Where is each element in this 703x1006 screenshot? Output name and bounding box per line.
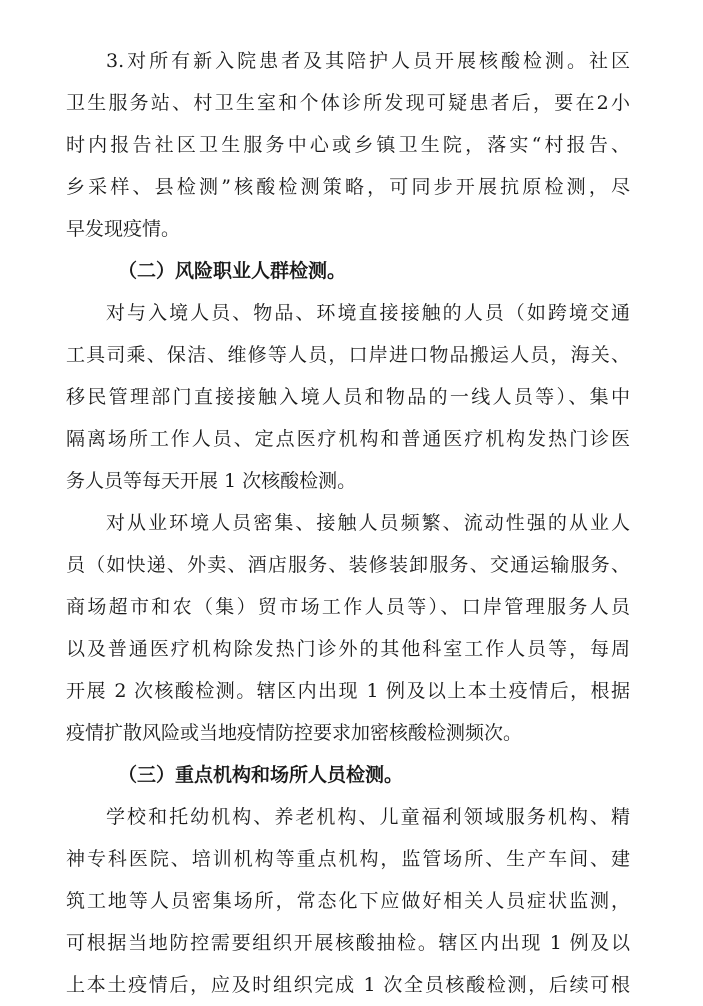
text-line: 上本土疫情后，应及时组织完成 1 次全员核酸检测，后续可根 xyxy=(66,974,630,996)
text-line: 商场超市和农（集）贸市场工作人员等）、口岸管理服务人员 xyxy=(66,596,630,618)
section-heading: （三）重点机构和场所人员检测。 xyxy=(118,764,404,786)
text-line: 移民管理部门直接接触入境人员和物品的一线人员等）、集中 xyxy=(66,386,630,408)
text-line: 以及普通医疗机构除发热门诊外的其他科室工作人员等，每周 xyxy=(66,638,630,660)
text-line: 对与入境人员、物品、环境直接接触的人员（如跨境交通 xyxy=(106,302,630,324)
text-line: 学校和托幼机构、养老机构、儿童福利领域服务机构、精 xyxy=(106,806,630,828)
text-line: 疫情扩散风险或当地疫情防控要求加密核酸检测频次。 xyxy=(66,722,523,744)
text-line: 乡采样、县检测”核酸检测策略，可同步开展抗原检测，尽 xyxy=(66,176,630,198)
text-line: 早发现疫情。 xyxy=(66,218,181,240)
text-line: 对从业环境人员密集、接触人员频繁、流动性强的从业人 xyxy=(106,512,630,534)
text-line: 开展 2 次核酸检测。辖区内出现 1 例及以上本土疫情后，根据 xyxy=(66,680,630,702)
text-line: 务人员等每天开展 1 次核酸检测。 xyxy=(66,470,357,492)
text-line: 3.对所有新入院患者及其陪护人员开展核酸检测。社区 xyxy=(106,50,630,72)
text-line: 神专科医院、培训机构等重点机构，监管场所、生产车间、建 xyxy=(66,848,630,870)
document-page xyxy=(66,40,630,1006)
text-line: 工具司乘、保洁、维修等人员，口岸进口物品搬运人员，海关、 xyxy=(66,344,630,366)
text-line: 筑工地等人员密集场所，常态化下应做好相关人员症状监测， xyxy=(66,890,630,912)
text-line: 隔离场所工作人员、定点医疗机构和普通医疗机构发热门诊医 xyxy=(66,428,630,450)
text-line: 可根据当地防控需要组织开展核酸抽检。辖区内出现 1 例及以 xyxy=(66,932,630,954)
text-line: 员（如快递、外卖、酒店服务、装修装卸服务、交通运输服务、 xyxy=(66,554,630,576)
text-line: 时内报告社区卫生服务中心或乡镇卫生院，落实“村报告、 xyxy=(66,134,630,156)
section-heading: （二）风险职业人群检测。 xyxy=(118,260,347,282)
text-line: 卫生服务站、村卫生室和个体诊所发现可疑患者后，要在2小 xyxy=(66,92,630,114)
